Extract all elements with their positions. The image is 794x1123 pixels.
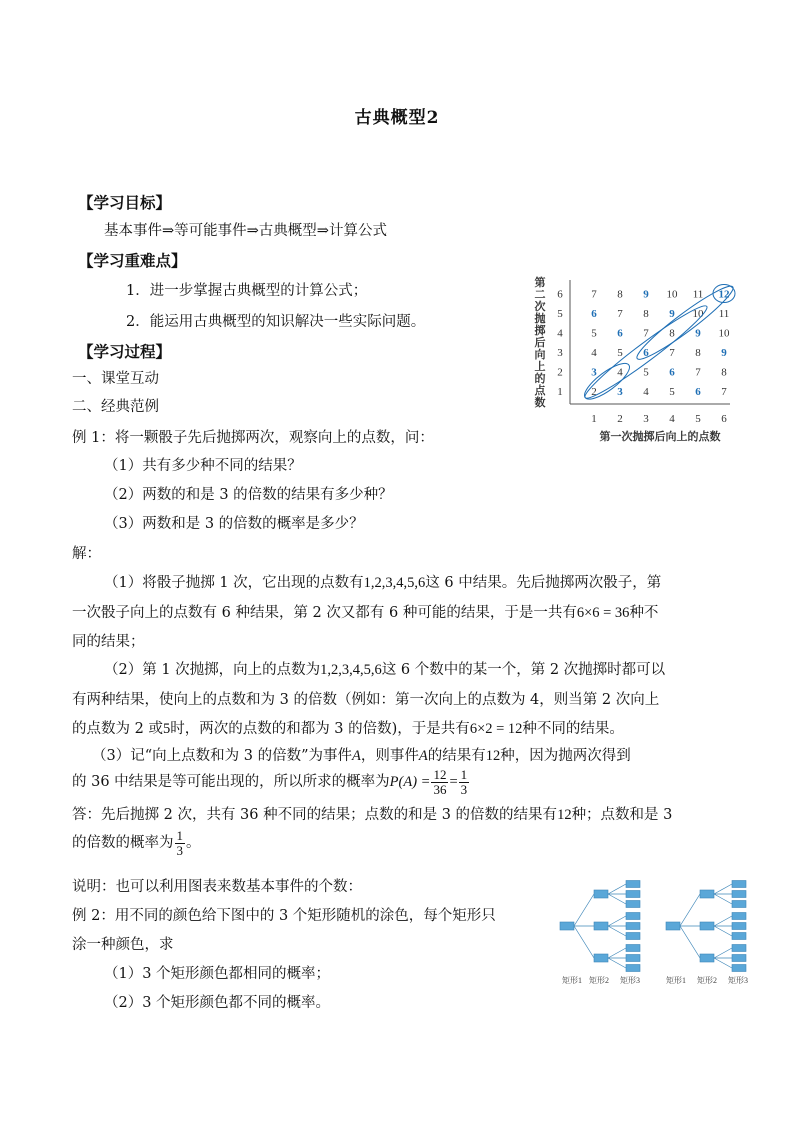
- text-span: ，则事件: [360, 748, 419, 764]
- y-tick-label: 2: [557, 366, 563, 379]
- text-span: 答：先后抛掷 2 次，共有 36 种不同的结果；点数的和是 3 的倍数的结果有: [72, 807, 558, 823]
- tree-branch: [714, 948, 732, 958]
- chart-cell-highlight: 12: [718, 288, 730, 301]
- chart-cell: 7: [617, 308, 623, 320]
- tree-diagrams: [554, 876, 754, 988]
- tree-node-level2: [732, 913, 746, 920]
- tree-node-level2: [626, 901, 640, 908]
- ex1-a2-line2: 有两种结果，使向上的点数和为 3 的倍数（例如：第一次向上的点数为 4，则当第 2 次向上: [72, 692, 660, 708]
- tree1-label-2: 矩形2: [589, 976, 609, 985]
- chart-ylabel: [534, 276, 547, 409]
- x-tick-label: 2: [617, 413, 623, 425]
- text-span: 。: [186, 835, 201, 851]
- ex2-q2: （2）3 个矩形颜色都不同的概率。: [104, 995, 331, 1011]
- x-tick-label: 1: [591, 413, 597, 425]
- math-span: P(A) =: [389, 774, 431, 790]
- tree-node-level2: [626, 891, 640, 898]
- chart-xlabel: 第一次抛掷后向上的点数: [599, 431, 721, 443]
- chart-cell: 4: [617, 366, 623, 379]
- text-span: 种，因为抛两次得到: [500, 748, 631, 764]
- tree-branch: [714, 884, 732, 894]
- ex1-question: 例 1：将一颗骰子先后抛掷两次，观察向上的点数，问：: [72, 430, 434, 446]
- ex1-q3: （3）两数和是 3 的倍数的概率是多少？: [104, 516, 364, 532]
- tree-branch: [608, 958, 626, 968]
- answer-line1: [72, 805, 672, 825]
- tree-node-level2: [626, 965, 640, 972]
- chart-cell-highlight: 9: [695, 327, 701, 340]
- text-span: 种不: [629, 605, 659, 621]
- tree-node-level2: [626, 923, 640, 930]
- goal-text: 基本事件⇒等可能事件⇒古典概型⇒计算公式: [104, 223, 387, 239]
- tree-branch: [608, 916, 626, 926]
- math-span: A: [352, 748, 361, 764]
- chart-cell: 4: [643, 386, 649, 398]
- chart-cell: 4: [591, 347, 597, 359]
- tree-branch: [680, 926, 700, 958]
- tree-node-level1: [594, 890, 608, 898]
- page-title: 古典概型2: [354, 108, 440, 128]
- tree-node-level2: [732, 955, 746, 962]
- tree-branch: [714, 926, 732, 936]
- tree-branch: [714, 916, 732, 926]
- math-span: 1,2,3,4,5,6: [320, 662, 382, 678]
- text-span: （1）将骰子抛掷 1 次，它出现的点数有: [104, 575, 364, 591]
- tree-node-level2: [732, 891, 746, 898]
- fraction: [459, 768, 470, 797]
- chart-ylabel-char: 抛: [534, 313, 546, 325]
- y-tick-label: 6: [557, 288, 563, 301]
- ex1-a3-line1: [92, 746, 631, 766]
- tree-node-root: [560, 922, 574, 930]
- chart-ylabel-char: 数: [534, 397, 546, 409]
- tree-node-level2: [626, 913, 640, 920]
- chart-cell: 7: [695, 366, 701, 379]
- chart-cell: 5: [591, 327, 597, 340]
- tree2-label-1: 矩形1: [666, 976, 686, 985]
- chart-cell: 8: [695, 347, 701, 359]
- chart-cell-highlight: 9: [643, 288, 649, 301]
- math-span: =: [449, 774, 458, 790]
- chart-cell: 7: [643, 327, 649, 340]
- key-heading: 【学习重难点】: [78, 251, 187, 270]
- chart-cell: 10: [692, 308, 704, 320]
- text-span: （2）第 1 次抛掷，向上的点数为: [104, 662, 321, 678]
- fraction: [431, 768, 448, 797]
- chart-cell-highlight: 6: [695, 386, 701, 398]
- chart-ylabel-char: 上: [534, 361, 546, 373]
- denominator: 3: [460, 781, 468, 797]
- chart-cell: 8: [643, 308, 649, 320]
- key-item-1: 1．进一步掌握古典概型的计算公式；: [126, 283, 368, 299]
- tree-node-level1: [594, 954, 608, 962]
- x-tick-label: 4: [669, 413, 675, 425]
- tree-branch: [608, 894, 626, 904]
- chart-ylabel-char: 二: [534, 289, 546, 301]
- tree-node-level2: [732, 933, 746, 940]
- denominator: 36: [433, 781, 447, 797]
- chart-cell: 8: [617, 288, 623, 301]
- numerator: 12: [433, 766, 447, 782]
- ex2-line1: 例 2：用不同的颜色给下图中的 3 个矩形随机的涂色，每个矩形只: [72, 908, 496, 924]
- text-span: 的点数为 2 或: [72, 721, 163, 737]
- tree-node-level2: [626, 881, 640, 888]
- chart-cell: 10: [666, 288, 678, 301]
- tree-node-level1: [700, 890, 714, 898]
- math-span: 5: [162, 721, 171, 737]
- ex2-q1: （1）3 个矩形颜色都相同的概率；: [104, 966, 331, 982]
- tree-node-root: [666, 922, 680, 930]
- denominator: 3: [176, 842, 183, 858]
- chart-cell: 5: [617, 347, 623, 359]
- chart-cell: 7: [591, 288, 597, 301]
- section-2: 二、经典范例: [72, 399, 159, 415]
- chart-cell-highlight: 6: [643, 347, 649, 359]
- ex1-a1-line2: [72, 603, 658, 623]
- tree-node-level2: [732, 945, 746, 952]
- tree-branch: [608, 884, 626, 894]
- chart-cell-highlight: 3: [617, 386, 623, 398]
- tree-branch: [608, 948, 626, 958]
- tree-node-level2: [626, 955, 640, 962]
- text-span: 的 36 中结果是等可能出现的，所以所求的概率为: [72, 774, 390, 790]
- chart-cell: 10: [718, 327, 730, 340]
- goal-heading: 【学习目标】: [78, 193, 172, 212]
- tree-diagram-1: [560, 881, 640, 972]
- x-tick-label: 5: [695, 413, 701, 425]
- tree-node-level2: [626, 933, 640, 940]
- tree-diagram-2: [666, 881, 746, 972]
- chart-ylabel-char: 次: [534, 301, 546, 313]
- tree-branch: [608, 926, 626, 936]
- dice-sum-chart: [528, 276, 750, 448]
- x-tick-label: 6: [721, 413, 727, 425]
- y-tick-label: 1: [557, 386, 563, 398]
- math-span: 1,2,3,4,5,6: [363, 575, 426, 591]
- chart-cell-highlight: 9: [721, 347, 727, 359]
- answer-line2: [72, 826, 201, 860]
- text-span: 这 6 个数中的某一个，第 2 次抛掷时都可以: [381, 662, 666, 678]
- fraction: [175, 829, 186, 858]
- numerator: 1: [176, 827, 183, 843]
- chart-cell: 7: [721, 386, 727, 398]
- chart-cell: 7: [669, 347, 675, 359]
- chart-cell: 8: [669, 327, 675, 340]
- tree-node-level2: [732, 901, 746, 908]
- math-span: 12: [557, 807, 572, 823]
- tree-branch: [574, 894, 594, 926]
- chart-ylabel-char: 第: [534, 277, 546, 289]
- ex1-q2: （2）两数的和是 3 的倍数的结果有多少种？: [104, 487, 393, 503]
- chart-cell: 8: [721, 366, 727, 379]
- text-span: 的倍数的概率为: [72, 835, 174, 851]
- math-span: A: [418, 748, 428, 764]
- tree2-label-2: 矩形2: [697, 976, 717, 985]
- ex1-a1-line1: [104, 573, 661, 593]
- chart-cell: 5: [643, 366, 649, 379]
- y-tick-label: 3: [557, 347, 563, 359]
- ex1-a2-line1: [104, 660, 665, 680]
- chart-cell: 11: [718, 308, 730, 320]
- tree-node-level2: [732, 881, 746, 888]
- tree-node-level2: [626, 945, 640, 952]
- text-span: 这 6 中结果。先后抛掷两次骰子，第: [425, 575, 662, 591]
- ex1-a3-line2: [72, 765, 470, 799]
- ex2-line2: 涂一种颜色，求: [72, 937, 174, 953]
- tree-node-level2: [732, 965, 746, 972]
- text-span: （3）记“向上点数和为 3 的倍数”为事件: [92, 748, 352, 764]
- tree-branch: [574, 926, 594, 958]
- chart-cell: 2: [591, 386, 597, 398]
- chart-cell: 5: [669, 386, 675, 398]
- text-span: 一次骰子向上的点数有 6 种结果，第 2 次又都有 6 种可能的结果，于是一共有: [72, 605, 577, 621]
- tree-branch: [714, 894, 732, 904]
- solution-label: 解：: [72, 546, 101, 562]
- text-span: 种；点数和是 3: [571, 807, 673, 823]
- text-span: 时，两次的点数的和都为 3 的倍数)，于是共有: [170, 721, 470, 737]
- chart-cell-highlight: 6: [669, 366, 675, 379]
- y-tick-label: 4: [557, 327, 563, 340]
- text-span: 种不同的结果。: [522, 721, 624, 737]
- ex1-q1: （1）共有多少种不同的结果？: [104, 458, 302, 474]
- chart-ylabel-char: 点: [534, 385, 546, 397]
- text-span: 的结果有: [427, 748, 486, 764]
- tree-branch: [680, 894, 700, 926]
- chart-ylabel-char: 的: [534, 373, 546, 385]
- chart-ylabel-char: 掷: [534, 325, 546, 337]
- tree-branch: [714, 958, 732, 968]
- note-text: 说明：也可以利用图表来数基本事件的个数：: [72, 879, 362, 895]
- tree1-label-1: 矩形1: [562, 976, 582, 985]
- math-span: 6×2 = 12: [469, 721, 523, 737]
- chart-ylabel-char: 后: [534, 337, 546, 349]
- tree-node-level1: [700, 954, 714, 962]
- key-item-2: 2．能运用古典概型的知识解决一些实际问题。: [126, 314, 426, 330]
- tree-node-level2: [732, 923, 746, 930]
- math-span: 12: [485, 748, 501, 764]
- tree-node-level1: [594, 922, 608, 930]
- process-heading: 【学习过程】: [78, 342, 172, 361]
- numerator: 1: [460, 766, 468, 782]
- chart-cell-highlight: 6: [591, 308, 597, 320]
- y-tick-label: 5: [557, 308, 563, 320]
- ex1-a2-line3: [72, 719, 624, 739]
- ex1-a1-line3: 同的结果；: [72, 634, 145, 650]
- chart-cell: 11: [692, 288, 704, 301]
- tree-node-level1: [700, 922, 714, 930]
- chart-cell-highlight: 9: [669, 308, 675, 320]
- math-span: 6×6 = 36: [576, 605, 630, 621]
- chart-cell-highlight: 3: [591, 366, 597, 379]
- tree1-label-3: 矩形3: [620, 976, 640, 985]
- x-tick-label: 3: [643, 413, 649, 425]
- section-1: 一、课堂互动: [72, 371, 159, 387]
- chart-cell-highlight: 6: [617, 327, 623, 340]
- tree2-label-3: 矩形3: [728, 976, 748, 985]
- chart-ylabel-char: 向: [534, 349, 546, 361]
